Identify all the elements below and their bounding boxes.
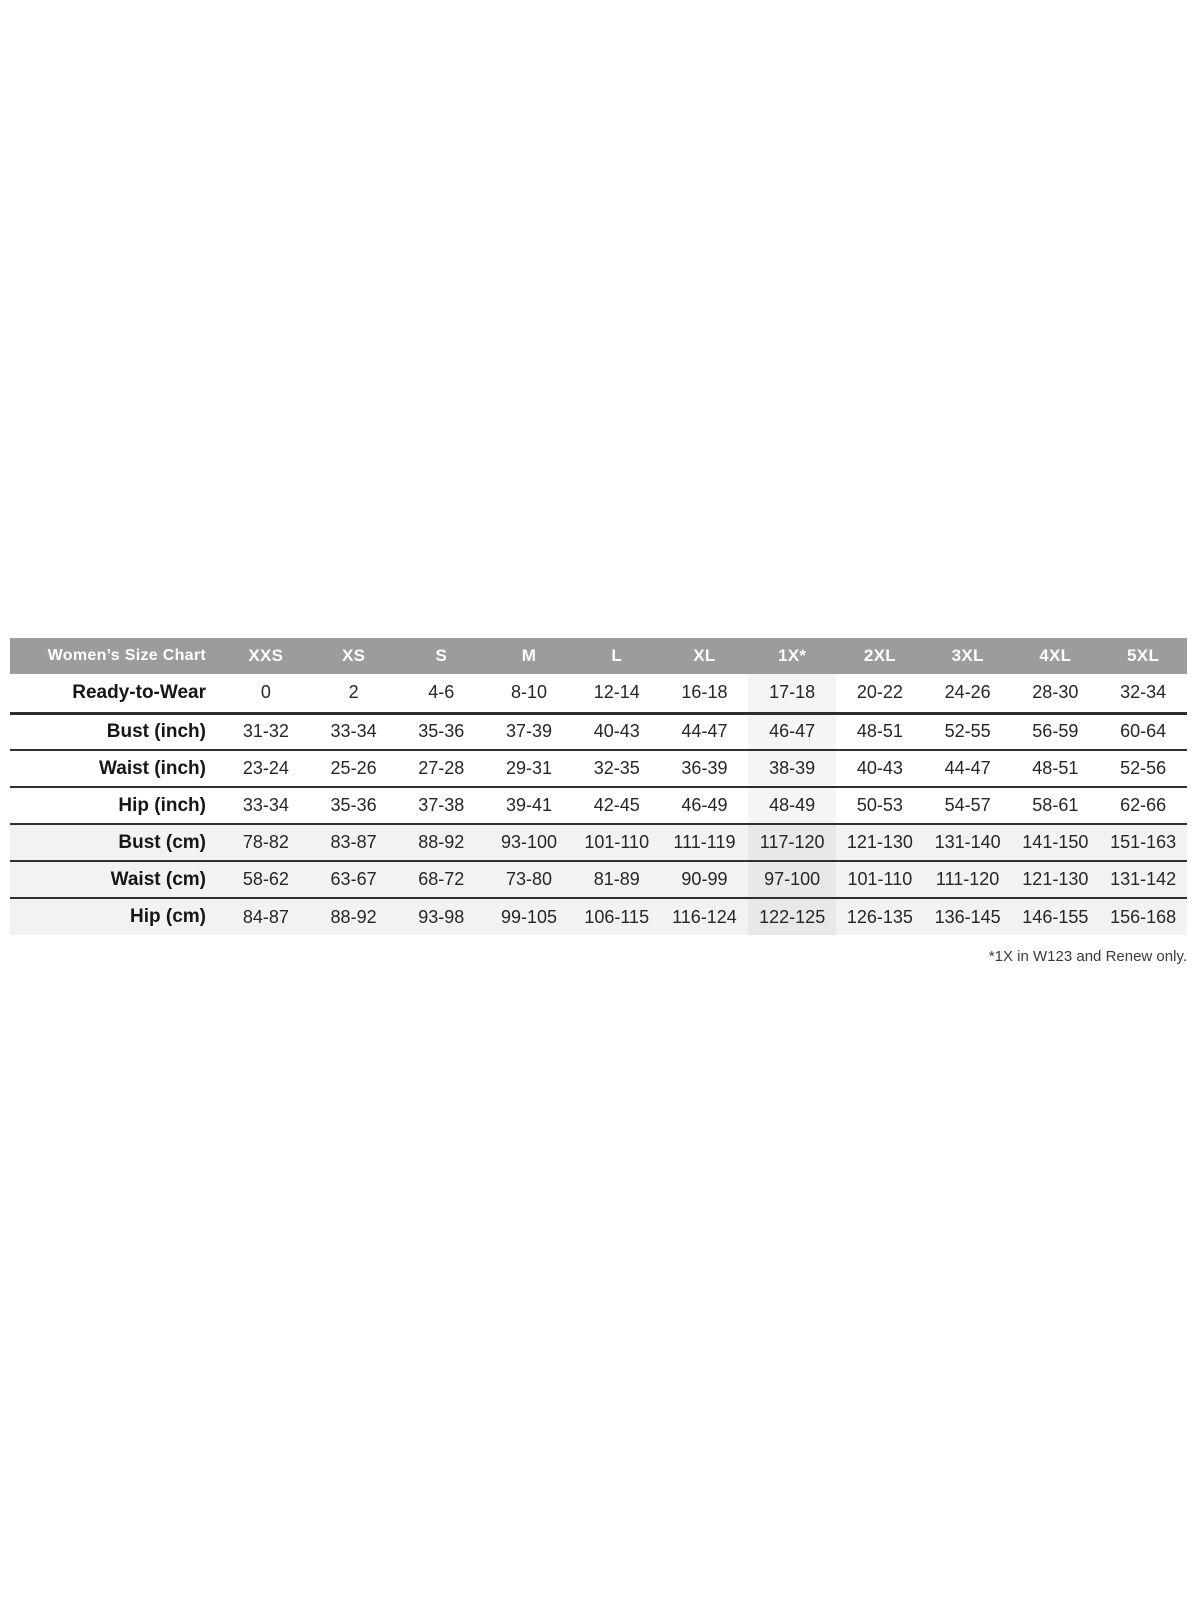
cell-waist-cm-l: 81-89 <box>593 869 640 889</box>
cell-waist-cm-s: 68-72 <box>418 869 465 889</box>
cell-bust-cm-xl: 111-119 <box>673 832 736 852</box>
cell-hip-cm-l: 106-115 <box>584 906 650 927</box>
cell-bust-inch-xs: 33-34 <box>330 721 377 742</box>
cell-hip-inch-1x: 48-49 <box>748 787 836 824</box>
cell-waist-inch-4xl: 48-51 <box>1032 758 1079 778</box>
cell-hip-cm-s: 93-98 <box>418 906 465 927</box>
column-header-1x: 1X* <box>748 638 836 674</box>
cell-hip-cm-3xl: 136-145 <box>934 906 1001 927</box>
cell-hip-cm-1x: 122-125 <box>748 898 836 935</box>
cell-bust-cm-xs: 83-87 <box>330 832 377 852</box>
cell-bust-inch-5xl: 60-64 <box>1120 721 1167 742</box>
cell-ready-to-wear-3xl: 24-26 <box>944 682 991 703</box>
cell-waist-cm-5xl: 131-142 <box>1110 869 1177 889</box>
cell-bust-cm-xxs: 78-82 <box>242 832 289 852</box>
column-header-l: L <box>573 638 661 674</box>
cell-hip-inch-2xl: 50-53 <box>856 795 903 815</box>
cell-bust-inch-l: 40-43 <box>593 721 640 742</box>
cell-hip-inch-xxs: 33-34 <box>242 795 289 815</box>
cell-ready-to-wear-4xl: 28-30 <box>1032 682 1079 703</box>
cell-waist-inch-2xl: 40-43 <box>856 758 903 778</box>
cell-ready-to-wear-1x: 17-18 <box>748 674 836 713</box>
cell-bust-inch-xl: 44-47 <box>681 721 728 742</box>
row-bust-inch <box>10 713 1187 750</box>
cell-waist-inch-1x: 38-39 <box>748 750 836 787</box>
cell-ready-to-wear-xxs: 0 <box>260 682 271 703</box>
cell-waist-cm-m: 73-80 <box>505 869 553 889</box>
table-head <box>10 638 1187 674</box>
column-header-m: M <box>485 638 573 674</box>
row-label-hip-inch: Hip (inch) <box>118 794 206 816</box>
table-body <box>10 674 1187 935</box>
cell-hip-inch-xs: 35-36 <box>330 795 377 815</box>
cell-waist-inch-xl: 36-39 <box>681 758 728 778</box>
row-waist-inch <box>10 750 1187 787</box>
row-ready-to-wear <box>10 674 1187 713</box>
cell-hip-inch-m: 39-41 <box>505 795 553 815</box>
cell-ready-to-wear-s: 4-6 <box>428 682 455 703</box>
cell-bust-inch-s: 35-36 <box>418 721 465 742</box>
cell-waist-cm-1x: 97-100 <box>748 861 836 898</box>
cell-waist-cm-4xl: 121-130 <box>1022 869 1089 889</box>
cell-ready-to-wear-5xl: 32-34 <box>1120 682 1167 703</box>
cell-waist-inch-xs: 25-26 <box>330 758 377 778</box>
cell-bust-cm-3xl: 131-140 <box>934 832 1001 852</box>
cell-hip-cm-5xl: 156-168 <box>1110 906 1177 927</box>
cell-hip-cm-m: 99-105 <box>500 906 558 927</box>
cell-hip-cm-xl: 116-124 <box>672 906 737 927</box>
cell-bust-cm-5xl: 151-163 <box>1110 832 1177 852</box>
column-header-4xl: 4XL <box>1011 638 1099 674</box>
cell-hip-inch-4xl: 58-61 <box>1032 795 1079 815</box>
cell-hip-cm-xxs: 84-87 <box>242 906 289 927</box>
cell-bust-inch-xxs: 31-32 <box>242 721 289 742</box>
cell-waist-inch-xxs: 23-24 <box>242 758 289 778</box>
cell-waist-inch-m: 29-31 <box>505 758 553 778</box>
column-header-xxs: XXS <box>222 638 310 674</box>
row-hip-inch <box>10 787 1187 824</box>
cell-bust-cm-1x: 117-120 <box>748 824 836 861</box>
size-chart-container <box>10 638 1187 965</box>
cell-bust-inch-1x: 46-47 <box>748 713 836 750</box>
cell-waist-inch-l: 32-35 <box>593 758 640 778</box>
column-header-xl: XL <box>661 638 749 674</box>
cell-waist-cm-xs: 63-67 <box>330 869 377 889</box>
column-header-2xl: 2XL <box>836 638 924 674</box>
cell-hip-inch-s: 37-38 <box>418 795 465 815</box>
cell-bust-cm-l: 101-110 <box>584 832 650 852</box>
cell-bust-inch-4xl: 56-59 <box>1032 721 1079 742</box>
row-label-bust-cm: Bust (cm) <box>118 831 206 853</box>
cell-ready-to-wear-xl: 16-18 <box>681 682 728 703</box>
cell-waist-inch-5xl: 52-56 <box>1120 758 1167 778</box>
cell-ready-to-wear-2xl: 20-22 <box>856 682 903 703</box>
cell-waist-cm-3xl: 111-120 <box>935 869 1000 889</box>
row-waist-cm <box>10 861 1187 898</box>
cell-hip-inch-xl: 46-49 <box>681 795 728 815</box>
cell-hip-inch-3xl: 54-57 <box>944 795 991 815</box>
row-bust-cm <box>10 824 1187 861</box>
cell-bust-cm-4xl: 141-150 <box>1022 832 1089 852</box>
cell-waist-cm-xxs: 58-62 <box>242 869 289 889</box>
table-title-cell: Women’s Size Chart <box>10 638 222 674</box>
cell-ready-to-wear-xs: 2 <box>348 682 359 703</box>
cell-bust-inch-3xl: 52-55 <box>944 721 991 742</box>
row-label-hip-cm: Hip (cm) <box>130 906 206 927</box>
cell-waist-inch-s: 27-28 <box>418 758 465 778</box>
cell-bust-inch-m: 37-39 <box>505 721 553 742</box>
cell-bust-cm-s: 88-92 <box>418 832 465 852</box>
womens-size-chart-table <box>10 638 1187 935</box>
column-header-xs: XS <box>310 638 398 674</box>
column-header-5xl: 5XL <box>1099 638 1187 674</box>
row-label-bust-inch: Bust (inch) <box>106 720 206 742</box>
row-hip-cm <box>10 898 1187 935</box>
cell-bust-cm-m: 93-100 <box>500 832 558 852</box>
cell-bust-cm-2xl: 121-130 <box>846 832 913 852</box>
cell-hip-cm-4xl: 146-155 <box>1022 906 1089 927</box>
row-label-waist-cm: Waist (cm) <box>110 868 206 890</box>
cell-bust-inch-2xl: 48-51 <box>856 721 903 742</box>
cell-hip-inch-5xl: 62-66 <box>1120 795 1167 815</box>
row-label-waist-inch: Waist (inch) <box>99 757 206 779</box>
column-header-s: S <box>397 638 485 674</box>
cell-waist-inch-3xl: 44-47 <box>944 758 991 778</box>
cell-ready-to-wear-l: 12-14 <box>593 682 640 703</box>
header-row <box>10 638 1187 674</box>
cell-hip-cm-xs: 88-92 <box>330 906 377 927</box>
column-header-3xl: 3XL <box>924 638 1012 674</box>
cell-waist-cm-xl: 90-99 <box>681 869 728 889</box>
cell-waist-cm-2xl: 101-110 <box>847 869 913 889</box>
cell-hip-inch-l: 42-45 <box>593 795 640 815</box>
cell-ready-to-wear-m: 8-10 <box>511 682 548 703</box>
footnote: *1X in W123 and Renew only. <box>988 948 1187 965</box>
cell-hip-cm-2xl: 126-135 <box>846 906 913 927</box>
row-label-ready-to-wear: Ready-to-Wear <box>72 681 206 703</box>
